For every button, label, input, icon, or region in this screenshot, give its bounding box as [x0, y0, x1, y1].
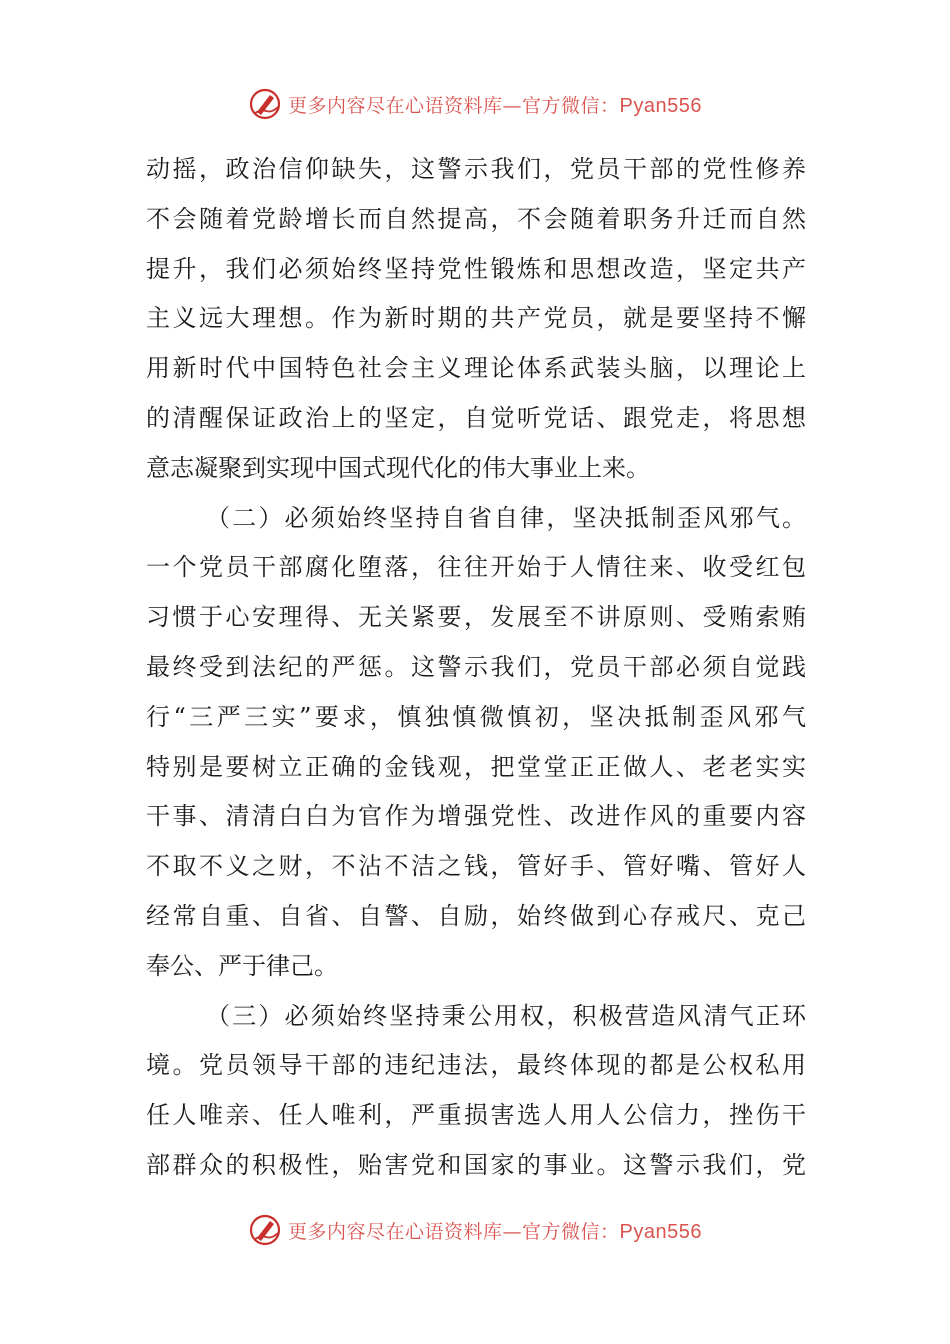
pen-circle-logo-icon: [248, 87, 282, 121]
text-line: 的清醒保证政治上的坚定，自觉听党话、跟党走，将思想: [146, 403, 806, 432]
text-line: 奉公、严于律己。: [146, 951, 338, 980]
text-line: （二）必须始终坚持自省自律，坚决抵制歪风邪气。: [206, 503, 806, 532]
text-line: 不取不义之财，不沾不洁之钱，管好手、管好嘴、管好人: [146, 852, 806, 881]
text-line: 境。党员领导干部的违纪违法，最终体现的都是公权私用: [146, 1051, 806, 1080]
text-line: 主义远大理想。作为新时期的共产党员，就是要坚持不懈: [146, 304, 806, 333]
text-line: 意志凝聚到实现中国式现代化的伟大事业上来。: [146, 453, 650, 482]
text-line: 行“三严三实”要求，慎独慎微慎初，坚决抵制歪风邪气: [146, 702, 806, 731]
watermark-text: 更多内容尽在心语资料库—官方微信：Pyan556: [288, 94, 702, 117]
text-line: 动摇，政治信仰缺失，这警示我们，党员干部的党性修养: [146, 155, 806, 183]
text-line: （三）必须始终坚持秉公用权，积极营造风清气正环: [206, 1001, 806, 1030]
text-line: 特别是要树立正确的金钱观，把堂堂正正做人、老老实实: [146, 752, 806, 781]
text-line: 习惯于心安理得、无关紧要，发展至不讲原则、受贿索贿: [146, 603, 806, 632]
text-line: 用新时代中国特色社会主义理论体系武装头脑，以理论上: [146, 354, 806, 383]
text-line: 最终受到法纪的严惩。这警示我们，党员干部必须自觉践: [146, 652, 806, 681]
text-line: 经常自重、自省、自警、自励，始终做到心存戒尺、克己: [146, 901, 806, 930]
document-body: [146, 145, 806, 1191]
footer-watermark: [0, 1210, 950, 1250]
watermark-text: 更多内容尽在心语资料库—官方微信：Pyan556: [288, 1220, 702, 1243]
text-line: 一个党员干部腐化堕落，往往开始于人情往来、收受红包: [146, 553, 806, 582]
header-watermark: [0, 84, 950, 124]
text-line: 提升，我们必须始终坚持党性锻炼和思想改造，坚定共产: [146, 254, 806, 283]
pen-circle-logo-icon: [248, 1213, 282, 1247]
text-line: 不会随着党龄增长而自然提高，不会随着职务升迁而自然: [146, 204, 806, 233]
text-line: 任人唯亲、任人唯利，严重损害选人用人公信力，挫伤干: [146, 1101, 806, 1130]
text-line: 干事、清清白白为官作为增强党性、改进作风的重要内容: [146, 802, 806, 831]
text-line: 部群众的积极性，贻害党和国家的事业。这警示我们，党: [146, 1150, 806, 1179]
